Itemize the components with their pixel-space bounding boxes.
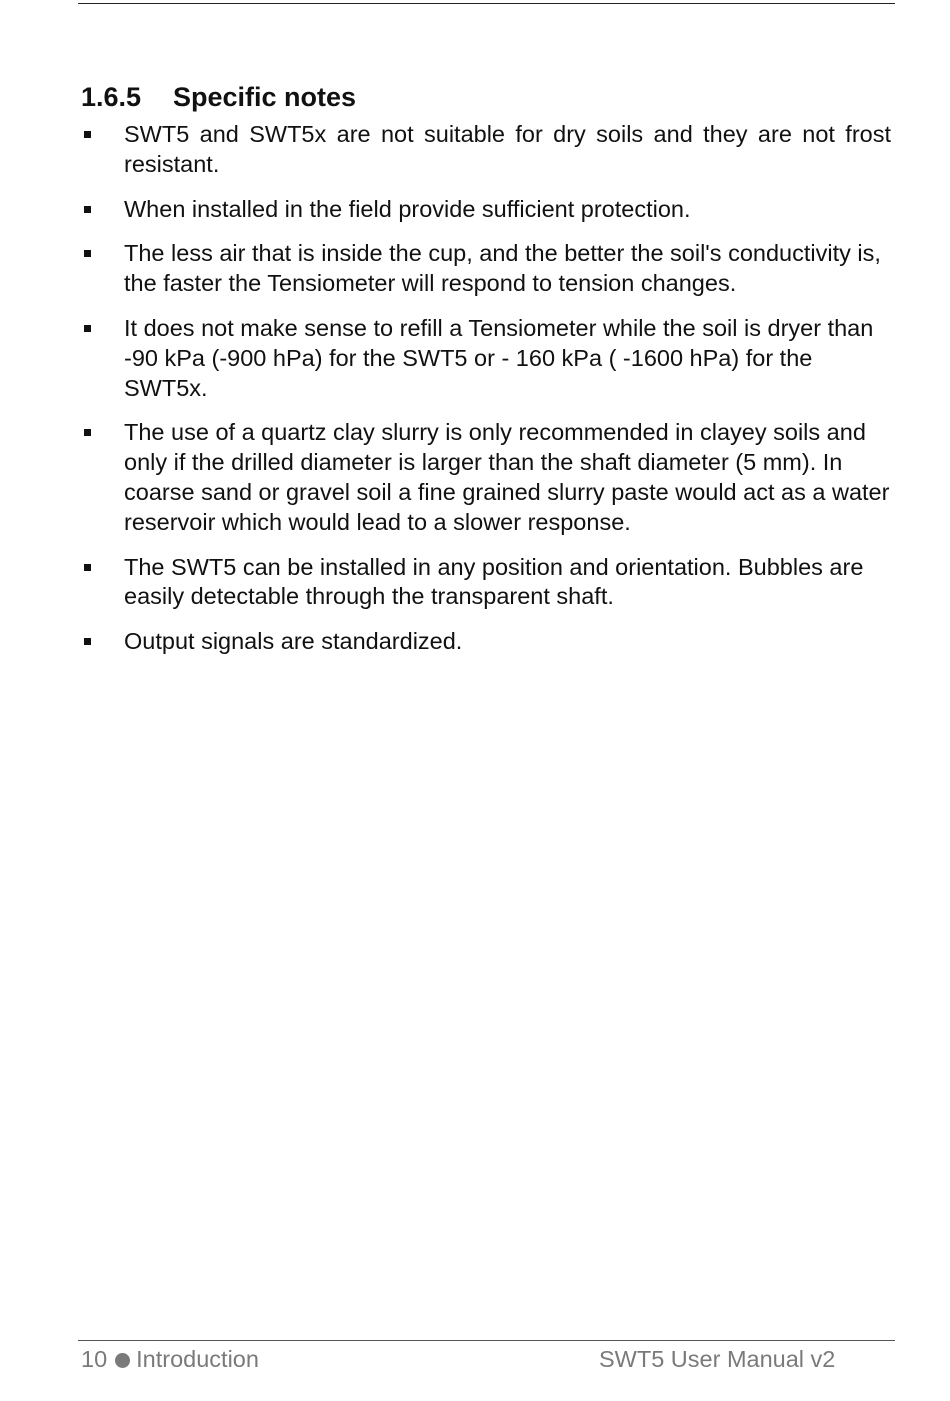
bullet-icon xyxy=(84,429,91,436)
list-item xyxy=(81,627,891,657)
bullet-icon xyxy=(84,564,91,571)
list-item xyxy=(81,239,891,299)
section-title: Specific notes xyxy=(173,82,357,112)
header-rule xyxy=(78,3,895,4)
note-text: The SWT5 can be installed in any position and orientation. Bubbles are easily detectable through the transparent shaft. xyxy=(124,553,864,610)
footer-rule xyxy=(78,1340,895,1341)
note-text: When installed in the field provide sufficient protection. xyxy=(124,195,691,222)
note-text: It does not make sense to refill a Tensiometer while the soil is dryer than -90 kPa (-900 hPa) for the SWT5 or - 160 kPa ( -1600 hPa) for the SWT5x. xyxy=(124,314,874,401)
list-item xyxy=(81,553,891,613)
bullet-dot-icon xyxy=(115,1353,130,1368)
bullet-icon xyxy=(84,250,91,257)
list-item xyxy=(81,314,891,403)
note-text: SWT5 and SWT5x are not suitable for dry soils and they are not frost resistant. xyxy=(124,121,891,177)
list-item xyxy=(81,120,891,180)
note-text: Output signals are standardized. xyxy=(124,628,463,655)
bullet-icon xyxy=(84,206,91,213)
notes-list xyxy=(81,120,891,672)
chapter-name: Introduction xyxy=(136,1346,259,1372)
bullet-icon xyxy=(84,325,91,332)
list-item xyxy=(81,195,891,225)
note-text: The less air that is inside the cup, and the better the soil's conductivity is, the faster the Tensiometer will respond to tension changes. xyxy=(124,240,881,297)
list-item xyxy=(81,418,891,537)
manual-title: SWT5 User Manual v2 xyxy=(599,1346,836,1372)
page-number: 10 xyxy=(81,1346,108,1372)
note-text: The use of a quartz clay slurry is only recommended in clayey soils and only if the drilled diameter is larger than the shaft diameter (5 mm). In coarse sand or gravel soil a fine grained slurry paste would act as a water reservoir which would lead to a slower response. xyxy=(124,419,890,535)
footer-left xyxy=(81,1344,259,1374)
section-number: 1.6.5 xyxy=(81,82,142,112)
bullet-icon xyxy=(84,638,91,645)
bullet-icon xyxy=(84,131,91,138)
section-heading xyxy=(81,80,356,114)
footer-right xyxy=(599,1344,835,1374)
